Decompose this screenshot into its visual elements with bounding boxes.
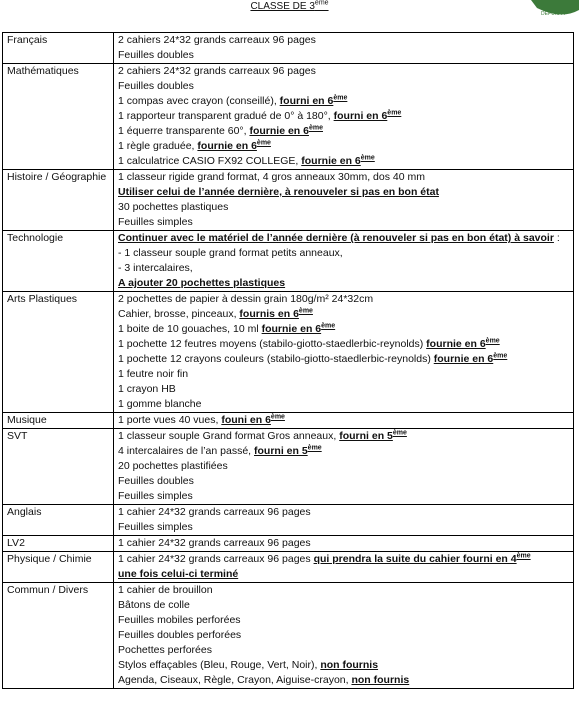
subject-cell: Musique (3, 413, 114, 429)
page-title (0, 1, 579, 12)
item-text: - 1 classeur souple grand format petits anneaux, (118, 247, 343, 259)
supply-table-body (3, 33, 574, 689)
item-text: Agenda, Ciseaux, Règle, Crayon, Aiguise-crayon, (118, 674, 352, 686)
item-text: 20 pochettes plastifiées (118, 460, 228, 472)
supply-item (118, 79, 573, 94)
item-text: 1 classeur souple Grand format Gros anneaux, (118, 430, 340, 442)
table-row (3, 505, 574, 536)
item-text: 30 pochettes plastiques (118, 201, 229, 213)
supply-item (118, 520, 573, 535)
supply-item (118, 246, 573, 261)
note-emphasis: ème (321, 322, 336, 330)
item-text: 1 rapporteur transparent gradué de 0° à 180°, (118, 110, 334, 122)
supply-item (118, 322, 573, 337)
item-text: 1 compas avec crayon (conseillé), (118, 95, 280, 107)
note-emphasis: fournie en 6 (301, 155, 361, 167)
item-text: - 3 intercalaires, (118, 262, 193, 274)
item-text: 1 cahier 24*32 grands carreaux 96 pages (118, 553, 314, 565)
note-emphasis: fournie en 6 (426, 338, 486, 350)
subject-cell: Physique / Chimie (3, 552, 114, 583)
items-cell (114, 170, 574, 231)
subject-cell: Histoire / Géographie (3, 170, 114, 231)
item-text: Bâtons de colle (118, 599, 190, 611)
note-emphasis: founi en 6 (221, 414, 271, 426)
supply-item (118, 536, 573, 551)
note-emphasis: ème (256, 139, 271, 147)
note-emphasis: ème (298, 307, 313, 315)
supply-item (118, 429, 573, 444)
items-cell (114, 413, 574, 429)
item-text: 2 cahiers 24*32 grands carreaux 96 pages (118, 34, 316, 46)
page-title-text: CLASSE DE 3 (250, 1, 315, 12)
supply-item (118, 673, 573, 688)
item-text: Stylos effaçables (Bleu, Rouge, Vert, Noir), (118, 659, 321, 671)
note-emphasis: fourni en 5 (339, 430, 393, 442)
note-emphasis: fourni en 6 (279, 95, 334, 107)
supply-item (118, 505, 573, 520)
supply-item (118, 109, 573, 124)
item-text: 1 classeur rigide grand format, 4 gros anneaux 30mm, dos 40 mm (118, 171, 425, 183)
supply-item (118, 170, 573, 185)
subject-cell: Anglais (3, 505, 114, 536)
items-cell (114, 505, 574, 536)
supply-item (118, 48, 573, 63)
item-text: Feuilles doubles (118, 475, 194, 487)
item-text: 1 règle graduée, (118, 140, 198, 152)
table-row (3, 64, 574, 170)
school-logo (531, 0, 579, 22)
table-row (3, 231, 574, 292)
note-emphasis: ème (392, 429, 407, 437)
item-text: 2 pochettes de papier à dessin grain 180g/m² 24*32cm (118, 293, 374, 305)
supply-item (118, 413, 573, 428)
supply-item (118, 33, 573, 48)
supply-item (118, 643, 573, 658)
item-text: 4 intercalaires de l’an passé, (118, 445, 254, 457)
supply-item (118, 628, 573, 643)
supply-item (118, 613, 573, 628)
note-emphasis: ème (516, 552, 531, 560)
item-text: 1 porte vues 40 vues, (118, 414, 222, 426)
items-cell (114, 231, 574, 292)
item-text: Feuilles simples (118, 216, 193, 228)
subject-cell: SVT (3, 429, 114, 505)
table-row (3, 429, 574, 505)
supply-item (118, 367, 573, 382)
note-emphasis: ème (308, 124, 323, 132)
supply-item (118, 154, 573, 169)
supply-item (118, 215, 573, 230)
subject-cell: Technologie (3, 231, 114, 292)
note-emphasis: fourni en 5 (254, 445, 308, 457)
item-text: 1 feutre noir fin (118, 368, 189, 380)
items-cell (114, 429, 574, 505)
subject-cell: Français (3, 33, 114, 64)
table-row (3, 33, 574, 64)
item-text: : (553, 232, 560, 244)
supply-item (118, 337, 573, 352)
item-text: Feuilles simples (118, 521, 193, 533)
note-emphasis: non fournis (351, 674, 410, 686)
item-text: Feuilles mobiles perforées (118, 614, 241, 626)
supply-item (118, 583, 573, 598)
item-text: Feuilles doubles (118, 80, 194, 92)
item-text: 1 calculatrice CASIO FX92 COLLEGE, (118, 155, 302, 167)
note-emphasis: qui prendra la suite du cahier fourni en 4 (313, 553, 517, 565)
note-emphasis: ème (360, 154, 375, 162)
supply-item (118, 94, 573, 109)
table-row (3, 170, 574, 231)
supply-item (118, 397, 573, 412)
item-text: 2 cahiers 24*32 grands carreaux 96 pages (118, 65, 316, 77)
note-emphasis: fournie en 6 (261, 323, 322, 335)
items-cell (114, 536, 574, 552)
items-cell (114, 64, 574, 170)
supply-item (118, 352, 573, 367)
note-emphasis: ème (270, 413, 285, 421)
item-text: Pochettes perforées (118, 644, 212, 656)
item-text: Feuilles simples (118, 490, 193, 502)
note-emphasis: une fois celui-ci terminé (118, 568, 239, 580)
item-text: 1 cahier 24*32 grands carreaux 96 pages (118, 506, 311, 518)
supply-item (118, 276, 573, 291)
supply-item (118, 598, 573, 613)
items-cell (114, 552, 574, 583)
note-emphasis: fournie en 6 (197, 140, 257, 152)
logo-text: DEPUIS FF (541, 11, 568, 17)
subject-cell: Arts Plastiques (3, 292, 114, 413)
table-row (3, 583, 574, 689)
item-text: 1 pochette 12 crayons couleurs (stabilo-giotto-staedlerbic-reynolds) (118, 353, 434, 365)
items-cell (114, 33, 574, 64)
supply-item (118, 185, 573, 200)
supply-item (118, 231, 573, 246)
note-emphasis: non fournis (320, 659, 379, 671)
note-emphasis: fournis en 6 (239, 308, 299, 320)
supply-item (118, 261, 573, 276)
subject-cell: Commun / Divers (3, 583, 114, 689)
note-emphasis: fournie en 6 (249, 125, 309, 137)
note-emphasis: ème (333, 94, 348, 102)
note-emphasis: ème (493, 352, 508, 360)
supply-item (118, 64, 573, 79)
note-emphasis: A ajouter 20 pochettes plastiques (118, 277, 286, 289)
supply-item (118, 382, 573, 397)
note-emphasis: ème (485, 337, 500, 345)
supply-item (118, 124, 573, 139)
item-text: 1 crayon HB (118, 383, 176, 395)
note-emphasis: ème (387, 109, 402, 117)
item-text: Feuilles doubles perforées (118, 629, 242, 641)
items-cell (114, 583, 574, 689)
table-row (3, 413, 574, 429)
item-text: 1 cahier de brouillon (118, 584, 213, 596)
item-text: 1 gomme blanche (118, 398, 202, 410)
note-emphasis: fourni en 6 (333, 110, 388, 122)
note-emphasis: fournie en 6 (433, 353, 494, 365)
subject-cell: Mathématiques (3, 64, 114, 170)
page-title-suffix: ème (314, 0, 329, 7)
table-row (3, 552, 574, 583)
table-row (3, 536, 574, 552)
note-emphasis: ème (307, 444, 322, 452)
item-text: 1 cahier 24*32 grands carreaux 96 pages (118, 537, 311, 549)
note-emphasis: Utiliser celui de l’année dernière, à renouveler si pas en bon état (118, 186, 439, 198)
item-text: Feuilles doubles (118, 49, 194, 61)
item-text: Cahier, brosse, pinceaux, (118, 308, 240, 320)
supply-item (118, 139, 573, 154)
supply-item (118, 567, 573, 582)
supply-item (118, 307, 573, 322)
item-text: 1 pochette 12 feutres moyens (stabilo-giotto-staedlerbic-reynolds) (118, 338, 427, 350)
item-text: 1 boite de 10 gouaches, 10 ml (118, 323, 262, 335)
supply-table (2, 32, 574, 689)
items-cell (114, 292, 574, 413)
item-text: 1 équerre transparente 60°, (118, 125, 250, 137)
supply-item (118, 459, 573, 474)
table-row (3, 292, 574, 413)
supply-item (118, 200, 573, 215)
supply-item (118, 552, 573, 567)
supply-item (118, 474, 573, 489)
supply-item (118, 489, 573, 504)
supply-item (118, 292, 573, 307)
supply-item (118, 658, 573, 673)
note-emphasis: Continuer avec le matériel de l’année dernière (à renouveler si pas en bon état) à savoir (118, 232, 554, 244)
supply-item (118, 444, 573, 459)
subject-cell: LV2 (3, 536, 114, 552)
